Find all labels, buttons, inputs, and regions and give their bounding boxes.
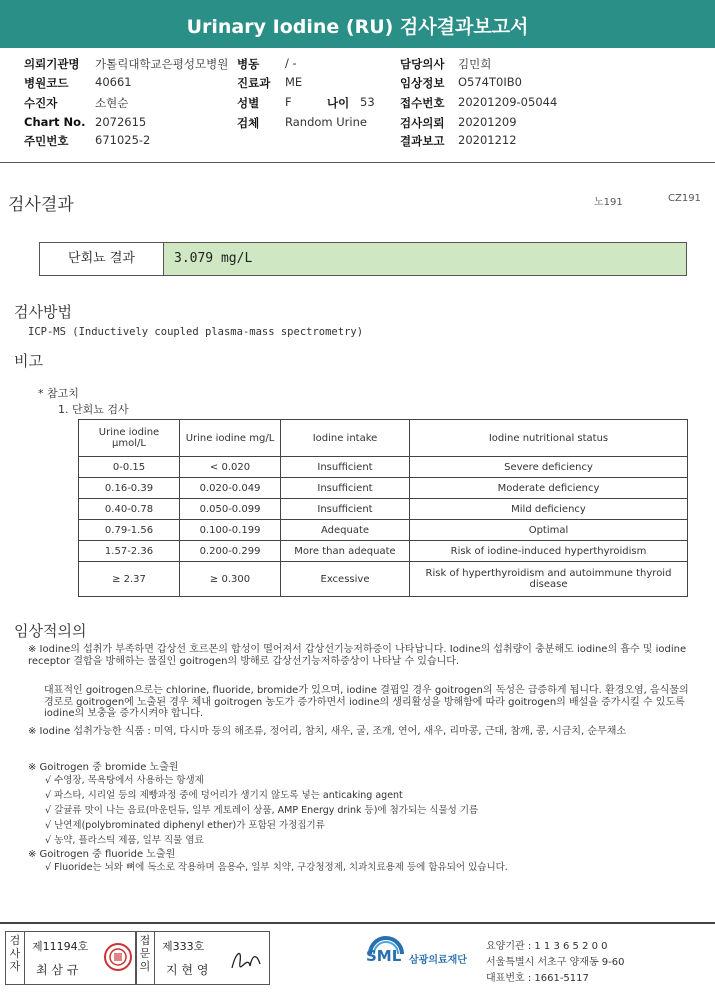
header-label: 성별 — [237, 96, 260, 110]
header-value: ME — [285, 75, 303, 89]
bromide-title: ※ Goitrogen 중 bromide 노출원 — [28, 762, 179, 773]
remark-title: 비고 — [14, 352, 43, 370]
header-label: 접수번호 — [400, 96, 445, 110]
header-label: 수진자 — [24, 96, 58, 110]
table-row — [79, 457, 688, 478]
header-value: Random Urine — [285, 115, 367, 129]
header-label: 담당의사 — [400, 57, 445, 71]
table-cell: Insufficient — [281, 457, 410, 478]
table-cell: 0-0.15 — [79, 457, 180, 478]
clinical-title: 임상적의의 — [14, 622, 87, 640]
org-name: 삼광의료재단 — [409, 955, 467, 966]
header-value: 김민희 — [458, 57, 492, 71]
code-2: CZ191 — [668, 193, 701, 204]
header-value: 40661 — [95, 75, 132, 89]
table-header: Iodine nutritional status — [410, 420, 688, 457]
table-cell: More than adequate — [281, 541, 410, 562]
report-title: Urinary Iodine (RU) 검사결과보고서 — [186, 16, 529, 38]
table-row — [79, 478, 688, 499]
table-cell: Severe deficiency — [410, 457, 688, 478]
tester-license: 제11194호 — [32, 940, 89, 953]
signature-icon — [228, 944, 264, 974]
header-value: 671025-2 — [95, 133, 151, 147]
reviewer-box — [135, 931, 270, 985]
table-cell: Moderate deficiency — [410, 478, 688, 499]
method-text: ICP-MS (Inductively coupled plasma-mass spectrometry) — [28, 326, 364, 338]
clinical-paragraph-2: 대표적인 goitrogen으로는 chlorine, fluoride, bromide가 있으며, iodine 결핍일 경우 goitrogen의 독성은 급증하게 됩니다. 환경오염, 음식물의 경로로 goitrogen에 노출된 경우 체내 goitrogen 농도가 증가하면서 iodine의 생리활성을 방해함에 따라 goitrogen의 배설을 증가시킬 수 있도록 iodine의 보충을 증가시켜야 합니다. — [44, 685, 689, 719]
title-banner — [0, 0, 715, 48]
header-label: 병동 — [237, 57, 260, 71]
table-cell: ≥ 0.300 — [180, 562, 281, 597]
header-label: Chart No. — [24, 115, 86, 129]
header-value: 가톨릭대학교은평성모병원 — [95, 57, 229, 71]
header-label: 진료과 — [237, 76, 271, 90]
sml-logo-text: SML — [366, 947, 402, 965]
tester-name: 최 삼 규 — [36, 963, 79, 977]
header-value: 20201209 — [458, 115, 517, 129]
list-item: √ 갈귤류 맛이 나는 음료(마운틴듀, 일부 게토레이 상품, AMP Energy drink 등)에 첨가되는 식물성 기름 — [45, 805, 479, 816]
list-item: √ 파스타, 시리얼 등의 제빵과정 중에 덩어리가 생기지 않도록 넣는 anticaking agent — [45, 790, 403, 801]
section-result-title: 검사결과 — [8, 195, 74, 215]
table-cell: ≥ 2.37 — [79, 562, 180, 597]
table-row — [79, 499, 688, 520]
footer-divider — [0, 922, 715, 924]
table-header: Urine iodine mg/L — [180, 420, 281, 457]
table-cell: 0.16-0.39 — [79, 478, 180, 499]
org-line: 요양기관 : 1 1 3 6 5 2 0 0 — [486, 941, 608, 952]
table-row — [79, 520, 688, 541]
table-cell: 0.40-0.78 — [79, 499, 180, 520]
table-cell: Adequate — [281, 520, 410, 541]
org-line: 서울특별시 서초구 양재동 9-60 — [486, 957, 625, 968]
header-label: 임상정보 — [400, 76, 445, 90]
ref-subtitle: 1. 단회뇨 검사 — [58, 403, 129, 416]
header-value: O574T0IB0 — [458, 75, 522, 89]
code-1: 노191 — [594, 197, 623, 208]
header-value: 20201209-05044 — [458, 95, 558, 109]
header-value: 20201212 — [458, 133, 517, 147]
reviewer-label: 접문의 — [139, 934, 151, 973]
table-cell: < 0.020 — [180, 457, 281, 478]
header-value: 소현순 — [95, 96, 129, 110]
result-value: 3.079 mg/L — [164, 243, 686, 275]
header-label: 주민번호 — [24, 134, 69, 148]
table-cell: 0.020-0.049 — [180, 478, 281, 499]
table-cell: Risk of hyperthyroidism and autoimmune thyroid disease — [410, 562, 688, 597]
header-value: F — [285, 95, 292, 109]
org-line: 대표번호 : 1661-5117 — [486, 973, 589, 984]
table-header-row — [79, 420, 688, 457]
table-cell: Optimal — [410, 520, 688, 541]
fluoride-title: ※ Goitrogen 중 fluoride 노출원 — [28, 849, 176, 860]
table-cell: 0.050-0.099 — [180, 499, 281, 520]
table-cell: Insufficient — [281, 499, 410, 520]
result-box — [39, 242, 687, 276]
table-cell: Risk of iodine-induced hyperthyroidism — [410, 541, 688, 562]
table-cell: 1.57-2.36 — [79, 541, 180, 562]
reviewer-name: 지 현 영 — [166, 963, 209, 977]
tester-box — [5, 931, 137, 985]
tester-label: 검사자 — [9, 934, 21, 973]
table-cell: Insufficient — [281, 478, 410, 499]
header-label: 검사의뢰 — [400, 116, 445, 130]
header-value: / - — [285, 56, 297, 70]
clinical-paragraph-1: ※ Iodine의 섭취가 부족하면 갑상선 호르몬의 합성이 떨어져서 갑상선기능저하증이 나타납니다. Iodine의 섭취량이 충분해도 iodine의 흡수 및 iodine receptor 결합을 방해하는 물질인 goitrogen의 방해로 갑상선기능저하증상이 나타날 수 있습니다. — [28, 644, 687, 667]
table-header: Urine iodine μmol/L — [79, 420, 180, 457]
header-value: 53 — [360, 95, 375, 109]
method-title: 검사방법 — [14, 303, 72, 321]
table-cell: 0.200-0.299 — [180, 541, 281, 562]
clinical-paragraph-3: ※ Iodine 섭취가능한 식품 : 미역, 다시마 등의 해조류, 정어리, 참치, 새우, 굴, 조개, 연어, 새우, 리마콩, 근대, 참깨, 콩, 시금치, 순무채소 — [28, 726, 627, 737]
table-row — [79, 541, 688, 562]
list-item: √ 난연제(polybrominated diphenyl ether)가 포함된 가정집기류 — [45, 820, 325, 831]
table-cell: Mild deficiency — [410, 499, 688, 520]
red-seal-icon — [103, 942, 133, 972]
list-item: √ 농약, 플라스틱 제품, 일부 직물 염료 — [45, 835, 204, 846]
reference-table — [78, 419, 688, 597]
header-label: 결과보고 — [400, 134, 445, 148]
table-cell: 0.79-1.56 — [79, 520, 180, 541]
header-label: 검체 — [237, 116, 260, 130]
table-row — [79, 562, 688, 597]
reviewer-license: 제333호 — [162, 940, 205, 953]
header-label: 나이 — [327, 96, 350, 110]
table-cell: Excessive — [281, 562, 410, 597]
ref-title: * 참고치 — [38, 387, 79, 400]
table-header: Iodine intake — [281, 420, 410, 457]
list-item: √ Fluoride는 뇌와 뼈에 독소로 작용하며 음용수, 일부 치약, 구강청정제, 치과치료용제 등에 함유되어 있습니다. — [45, 862, 508, 873]
header-value: 2072615 — [95, 115, 147, 129]
table-cell: 0.100-0.199 — [180, 520, 281, 541]
header-label: 병원코드 — [24, 76, 69, 90]
header-label: 의뢰기관명 — [24, 57, 80, 71]
result-label: 단회뇨 결과 — [40, 243, 164, 275]
list-item: √ 수영장, 목욕탕에서 사용하는 항생제 — [45, 775, 204, 786]
divider — [0, 162, 715, 163]
